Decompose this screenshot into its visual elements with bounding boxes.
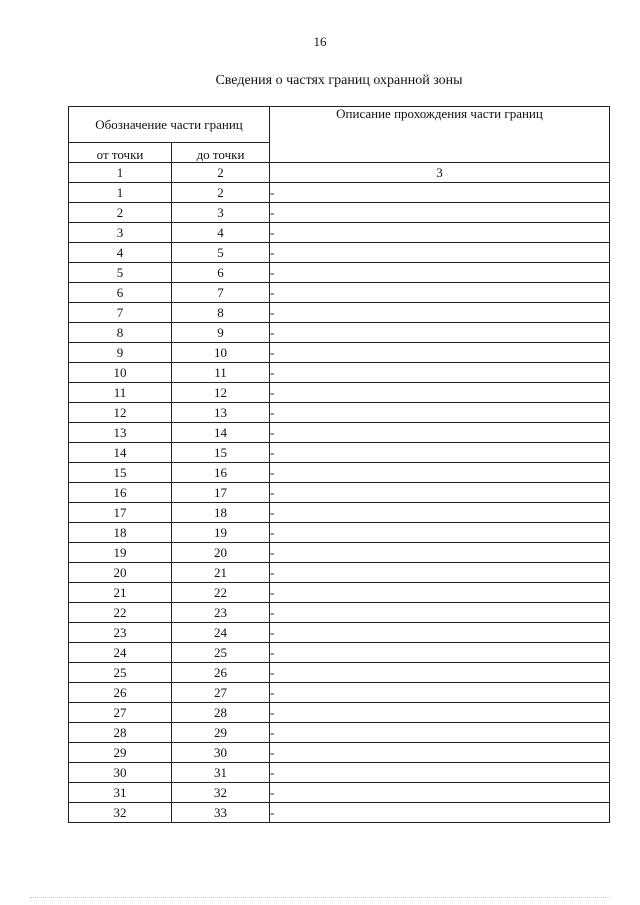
table-row — [69, 603, 610, 623]
table-row — [69, 403, 610, 423]
from-point-cell: 2 — [69, 203, 172, 223]
description-cell: - — [270, 243, 610, 263]
from-point-cell: 17 — [69, 503, 172, 523]
description-cell: - — [270, 723, 610, 743]
boundary-parts-table — [68, 106, 610, 823]
from-point-cell: 6 — [69, 283, 172, 303]
from-point-cell: 1 — [69, 183, 172, 203]
table-row — [69, 703, 610, 723]
column-number-1: 1 — [69, 163, 172, 183]
to-point-cell: 31 — [172, 763, 270, 783]
description-cell: - — [270, 743, 610, 763]
from-point-cell: 30 — [69, 763, 172, 783]
table-row — [69, 743, 610, 763]
to-point-cell: 26 — [172, 663, 270, 683]
table-row — [69, 683, 610, 703]
from-point-cell: 15 — [69, 463, 172, 483]
table-row — [69, 263, 610, 283]
table-header — [69, 107, 610, 163]
to-point-cell: 17 — [172, 483, 270, 503]
description-cell: - — [270, 783, 610, 803]
header-boundary-description: Описание прохождения части границ — [270, 107, 610, 163]
description-cell: - — [270, 403, 610, 423]
table-row — [69, 503, 610, 523]
to-point-cell: 20 — [172, 543, 270, 563]
header-from-point: от точки — [69, 143, 172, 163]
from-point-cell: 4 — [69, 243, 172, 263]
table-row — [69, 663, 610, 683]
from-point-cell: 13 — [69, 423, 172, 443]
to-point-cell: 11 — [172, 363, 270, 383]
from-point-cell: 28 — [69, 723, 172, 743]
table-row — [69, 203, 610, 223]
table-row — [69, 723, 610, 743]
to-point-cell: 2 — [172, 183, 270, 203]
header-boundary-designation: Обозначение части границ — [69, 107, 270, 143]
scan-artifact-line — [30, 897, 610, 899]
to-point-cell: 30 — [172, 743, 270, 763]
from-point-cell: 23 — [69, 623, 172, 643]
to-point-cell: 16 — [172, 463, 270, 483]
description-cell: - — [270, 663, 610, 683]
to-point-cell: 22 — [172, 583, 270, 603]
to-point-cell: 8 — [172, 303, 270, 323]
from-point-cell: 19 — [69, 543, 172, 563]
description-cell: - — [270, 563, 610, 583]
description-cell: - — [270, 523, 610, 543]
table-row — [69, 183, 610, 203]
from-point-cell: 3 — [69, 223, 172, 243]
description-cell: - — [270, 323, 610, 343]
to-point-cell: 19 — [172, 523, 270, 543]
table-row — [69, 483, 610, 503]
to-point-cell: 33 — [172, 803, 270, 823]
to-point-cell: 5 — [172, 243, 270, 263]
description-cell: - — [270, 543, 610, 563]
from-point-cell: 26 — [69, 683, 172, 703]
to-point-cell: 24 — [172, 623, 270, 643]
document-title: Сведения о частях границ охранной зоны — [215, 73, 463, 88]
description-cell: - — [270, 343, 610, 363]
to-point-cell: 7 — [172, 283, 270, 303]
from-point-cell: 12 — [69, 403, 172, 423]
from-point-cell: 20 — [69, 563, 172, 583]
table-row — [69, 423, 610, 443]
description-cell: - — [270, 183, 610, 203]
description-cell: - — [270, 703, 610, 723]
column-number-3: 3 — [270, 163, 610, 183]
table-row — [69, 323, 610, 343]
to-point-cell: 15 — [172, 443, 270, 463]
from-point-cell: 29 — [69, 743, 172, 763]
column-number-row — [69, 163, 610, 183]
header-to-point: до точки — [172, 143, 270, 163]
description-cell: - — [270, 223, 610, 243]
from-point-cell: 14 — [69, 443, 172, 463]
to-point-cell: 10 — [172, 343, 270, 363]
from-point-cell: 7 — [69, 303, 172, 323]
table-body — [69, 163, 610, 823]
description-cell: - — [270, 623, 610, 643]
table-row — [69, 543, 610, 563]
description-cell: - — [270, 683, 610, 703]
to-point-cell: 9 — [172, 323, 270, 343]
description-cell: - — [270, 463, 610, 483]
from-point-cell: 22 — [69, 603, 172, 623]
to-point-cell: 29 — [172, 723, 270, 743]
table-row — [69, 583, 610, 603]
table-row — [69, 463, 610, 483]
table-row — [69, 303, 610, 323]
table-row — [69, 643, 610, 663]
description-cell: - — [270, 603, 610, 623]
from-point-cell: 5 — [69, 263, 172, 283]
to-point-cell: 25 — [172, 643, 270, 663]
to-point-cell: 14 — [172, 423, 270, 443]
to-point-cell: 28 — [172, 703, 270, 723]
table-row — [69, 783, 610, 803]
description-cell: - — [270, 263, 610, 283]
to-point-cell: 6 — [172, 263, 270, 283]
page-number: 16 — [313, 34, 327, 49]
from-point-cell: 25 — [69, 663, 172, 683]
description-cell: - — [270, 303, 610, 323]
from-point-cell: 9 — [69, 343, 172, 363]
table-row — [69, 243, 610, 263]
description-cell: - — [270, 203, 610, 223]
description-cell: - — [270, 383, 610, 403]
from-point-cell: 31 — [69, 783, 172, 803]
from-point-cell: 21 — [69, 583, 172, 603]
to-point-cell: 32 — [172, 783, 270, 803]
table-row — [69, 443, 610, 463]
column-number-2: 2 — [172, 163, 270, 183]
to-point-cell: 3 — [172, 203, 270, 223]
to-point-cell: 27 — [172, 683, 270, 703]
table-row — [69, 623, 610, 643]
from-point-cell: 18 — [69, 523, 172, 543]
table-row — [69, 563, 610, 583]
table-row — [69, 523, 610, 543]
table-row — [69, 343, 610, 363]
table-row — [69, 383, 610, 403]
table-row — [69, 363, 610, 383]
description-cell: - — [270, 423, 610, 443]
to-point-cell: 13 — [172, 403, 270, 423]
description-cell: - — [270, 763, 610, 783]
from-point-cell: 10 — [69, 363, 172, 383]
from-point-cell: 8 — [69, 323, 172, 343]
to-point-cell: 18 — [172, 503, 270, 523]
table-row — [69, 763, 610, 783]
from-point-cell: 32 — [69, 803, 172, 823]
from-point-cell: 24 — [69, 643, 172, 663]
to-point-cell: 4 — [172, 223, 270, 243]
from-point-cell: 16 — [69, 483, 172, 503]
description-cell: - — [270, 803, 610, 823]
description-cell: - — [270, 283, 610, 303]
from-point-cell: 11 — [69, 383, 172, 403]
to-point-cell: 12 — [172, 383, 270, 403]
from-point-cell: 27 — [69, 703, 172, 723]
to-point-cell: 21 — [172, 563, 270, 583]
description-cell: - — [270, 443, 610, 463]
description-cell: - — [270, 583, 610, 603]
description-cell: - — [270, 363, 610, 383]
table-row — [69, 803, 610, 823]
description-cell: - — [270, 483, 610, 503]
description-cell: - — [270, 643, 610, 663]
description-cell: - — [270, 503, 610, 523]
table-row — [69, 283, 610, 303]
to-point-cell: 23 — [172, 603, 270, 623]
table-row — [69, 223, 610, 243]
